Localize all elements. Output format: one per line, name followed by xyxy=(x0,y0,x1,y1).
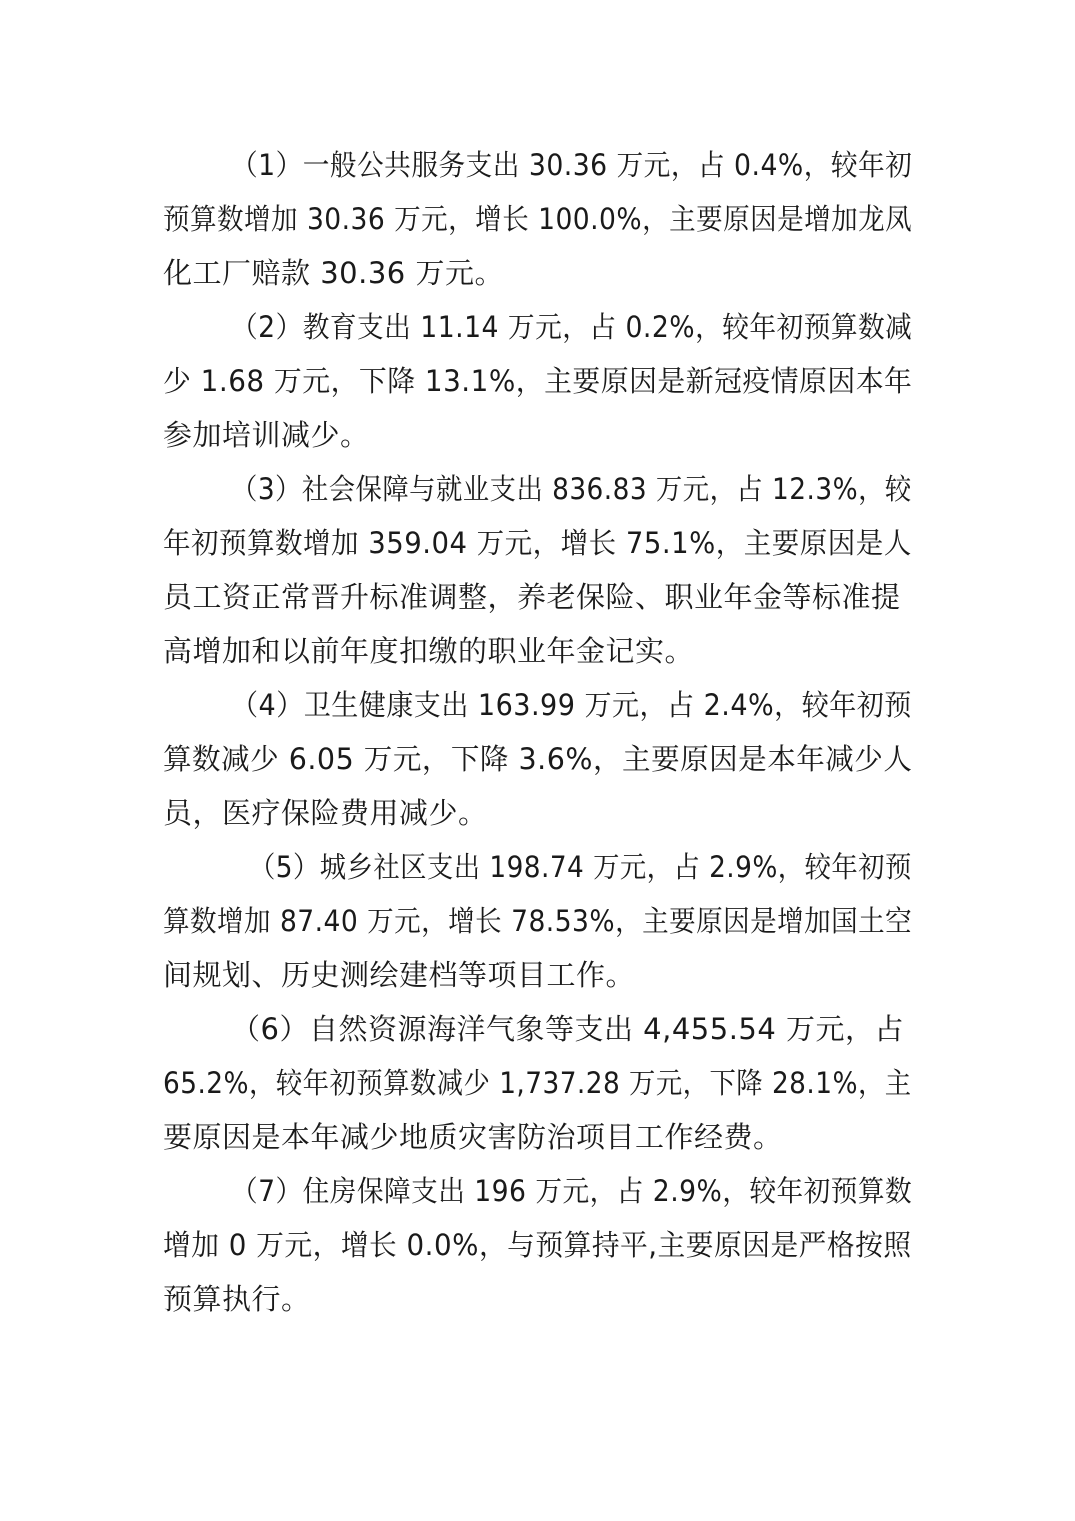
paragraph-7-line-1: （7）住房保障支出 196 万元，占 2.9%，较年初预算数 xyxy=(231,1174,913,1208)
paragraph-4-line-1: （4）卫生健康支出 163.99 万元，占 2.4%，较年初预 xyxy=(231,688,912,722)
paragraph-2-line-2: 少 1.68 万元，下降 13.1%，主要原因是新冠疫情原因本年 xyxy=(163,364,913,398)
paragraph-7-line-2: 增加 0 万元，增长 0.0%，与预算持平,主要原因是严格按照 xyxy=(163,1228,912,1262)
paragraph-3-line-4: 高增加和以前年度扣缴的职业年金记实。 xyxy=(163,634,695,668)
paragraph-1-line-3: 化工厂赔款 30.36 万元。 xyxy=(163,256,504,290)
paragraph-2-line-3: 参加培训减少。 xyxy=(163,418,370,452)
paragraph-6-line-1: （6）自然资源海洋气象等支出 4,455.54 万元，占 xyxy=(231,1012,905,1046)
paragraph-3-line-2: 年初预算数增加 359.04 万元，增长 75.1%，主要原因是人 xyxy=(163,526,912,560)
paragraph-1-line-1: （1）一般公共服务支出 30.36 万元，占 0.4%，较年初 xyxy=(231,148,913,182)
paragraph-5-line-3: 间规划、历史测绘建档等项目工作。 xyxy=(163,958,636,992)
paragraph-3-line-3: 员工资正常晋升标准调整，养老保险、职业年金等标准提 xyxy=(163,580,901,614)
paragraph-4-line-2: 算数减少 6.05 万元，下降 3.6%，主要原因是本年减少人 xyxy=(163,742,913,776)
paragraph-6-line-2: 65.2%，较年初预算数减少 1,737.28 万元，下降 28.1%，主 xyxy=(163,1066,912,1100)
paragraph-2-line-1: （2）教育支出 11.14 万元，占 0.2%，较年初预算数减 xyxy=(231,310,913,344)
paragraph-5-line-2: 算数增加 87.40 万元，增长 78.53%，主要原因是增加国土空 xyxy=(163,904,913,938)
paragraph-4-line-3: 员，医疗保险费用减少。 xyxy=(163,796,488,830)
paragraph-5-line-1: （5）城乡社区支出 198.74 万元，占 2.9%，较年初预 xyxy=(249,850,912,884)
paragraph-7-line-3: 预算执行。 xyxy=(163,1282,311,1316)
paragraph-6-line-3: 要原因是本年减少地质灾害防治项目工作经费。 xyxy=(163,1120,783,1154)
paragraph-1-line-2: 预算数增加 30.36 万元，增长 100.0%，主要原因是增加龙凤 xyxy=(163,202,913,236)
paragraph-3-line-1: （3）社会保障与就业支出 836.83 万元，占 12.3%，较 xyxy=(231,472,912,506)
